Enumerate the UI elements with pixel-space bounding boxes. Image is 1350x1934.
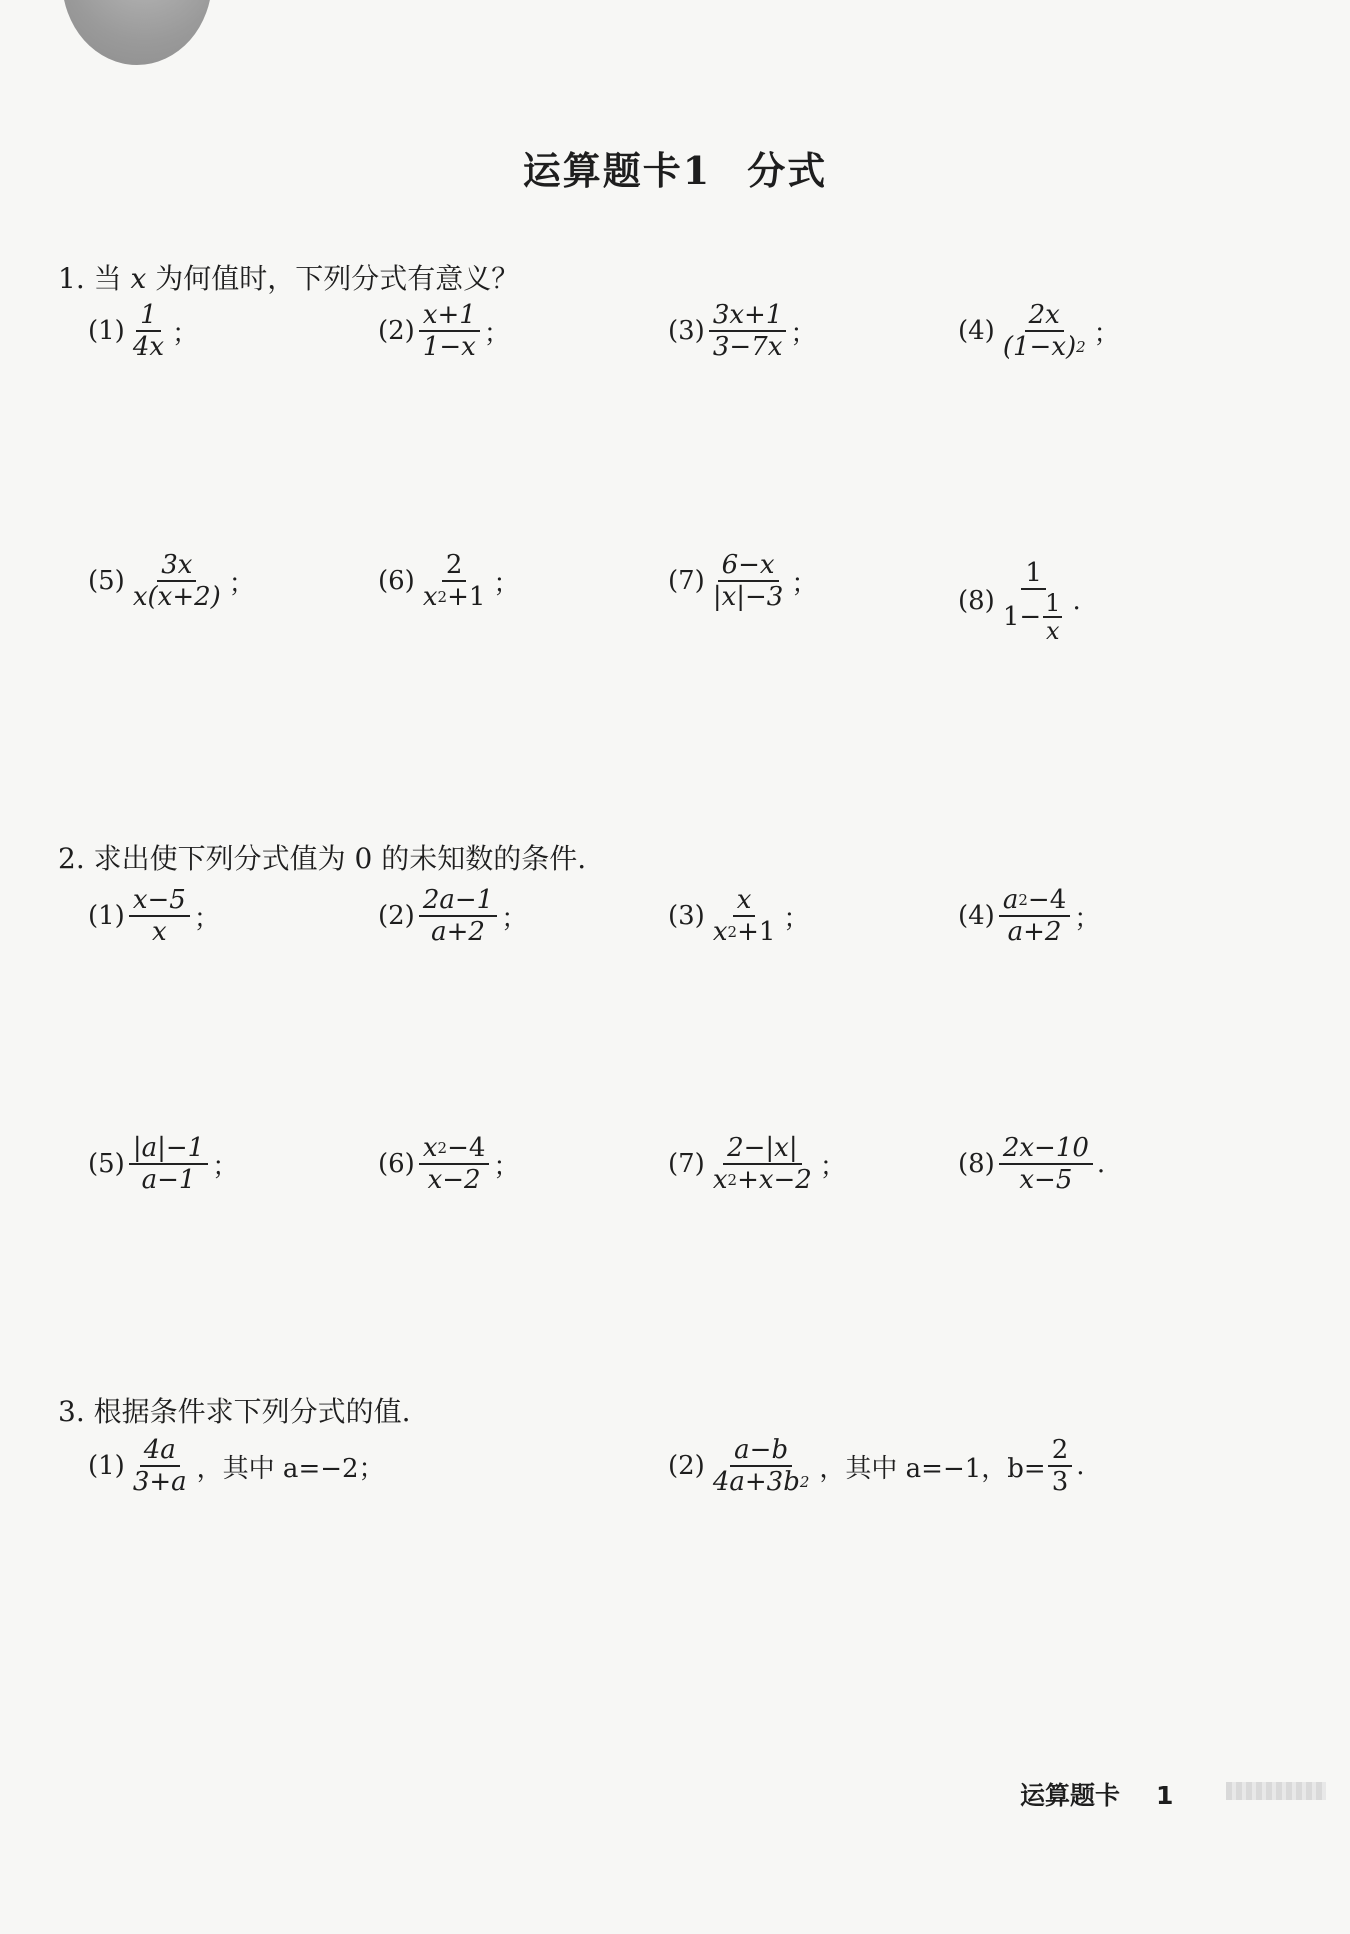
- question-3: 3. 根据条件求下列分式的值.: [58, 1395, 411, 1428]
- q3-row-1: [0, 1435, 1350, 1555]
- q1-item-1: (1) $\frac{1}{4x}$ ；: [88, 300, 199, 362]
- title-sub: 分式: [747, 148, 828, 193]
- page-title: [0, 140, 1350, 195]
- q2-row-1: [0, 885, 1350, 1005]
- footer-decoration: [1226, 1782, 1326, 1800]
- q3-item-2: (2) a−b 4a+3b 2 ，其中 a=−1，b= $\frac{2}{3}$ .: [668, 1435, 1085, 1497]
- q1-row-1: [0, 300, 1350, 420]
- q2-item-4: (4) a 2 −4 a+2 ；: [958, 885, 1101, 947]
- q2-item-8: (8) $\frac{2x-10}{x-5}$ .: [958, 1133, 1106, 1195]
- q1-item-2: (2) $\frac{x+1}{1-x}$ ；: [378, 300, 510, 362]
- title-main: 运算题卡1: [522, 148, 712, 193]
- q2-row-2: [0, 1133, 1350, 1253]
- q2-item-6: (6) x 2 −4 x−2 ；: [378, 1133, 520, 1195]
- q2-item-7: (7) 2−|x| x 2 +x−2 ；: [668, 1133, 846, 1195]
- question-2: 2. 求出使下列分式值为 0 的未知数的条件.: [58, 842, 587, 875]
- page-number: 1: [1156, 1781, 1174, 1810]
- q1-item-4: (4) 2x (1−x) 2 ；: [958, 300, 1120, 362]
- q2-item-1: (1) $\frac{x-5}{x}$ ；: [88, 885, 220, 947]
- q2-item-3: (3) x x 2 +1 ；: [668, 885, 810, 947]
- q2-item-2: (2) $\frac{2a-1}{a+2}$ ；: [378, 885, 528, 947]
- footer-label: 运算题卡: [1020, 1781, 1121, 1810]
- corner-decoration: [62, 0, 212, 65]
- page-footer: [1020, 1776, 1173, 1812]
- q1-item-6: (6) 2 x 2 +1 ；: [378, 550, 520, 612]
- q1-item-8: (8) 1 1− $\frac{1}{x}$ .: [958, 558, 1081, 645]
- question-1: 1. 当 x 为何值时，下列分式有意义？: [58, 262, 520, 295]
- q1-item-7: (7) $\frac{6-x}{|x|-3}$ ；: [668, 550, 818, 612]
- q1-row-2: [0, 550, 1350, 670]
- q1-item-5: (5) $\frac{3x}{x(x+2)}$ ；: [88, 550, 255, 612]
- q2-item-5: (5) $\frac{|a|-1}{a-1}$ ；: [88, 1133, 239, 1195]
- q1-item-3: (3) $\frac{3x+1}{3-7x}$ ；: [668, 300, 817, 362]
- q3-item-1: (1) $\frac{4a}{3+a}$ ，其中 a=−2；: [88, 1435, 385, 1497]
